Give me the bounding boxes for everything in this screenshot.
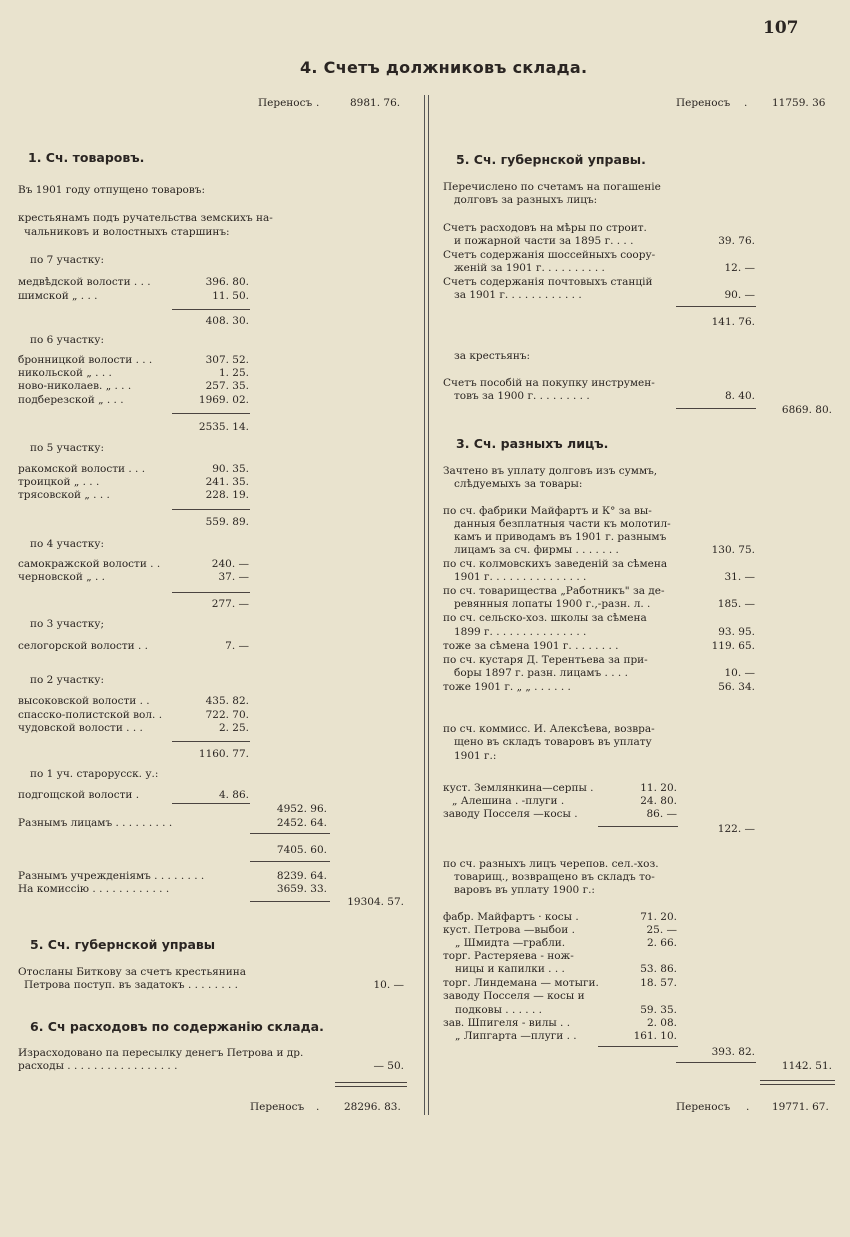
carry-right-bottom-label: Переносъ [676, 1101, 731, 1113]
row-label: куст. Землянкина—серпы . [443, 782, 594, 794]
subtotal-rule [676, 408, 756, 409]
row-value: 18. 57. [640, 977, 677, 989]
row-label: Счетъ расходовъ на мѣры по строит. [443, 222, 647, 234]
sum-rule [760, 1084, 835, 1085]
row-label: данныя безплатныя части къ молотил- [454, 518, 671, 530]
row-value: 2. 08. [646, 1017, 677, 1029]
sum-rule [250, 861, 330, 862]
row-value: 161. 10. [633, 1030, 677, 1042]
group-heading: по 2 участку: [30, 674, 105, 686]
grand-total-value: 19304. 57. [347, 896, 404, 908]
row-value: 10. — [373, 979, 404, 991]
row-label: никольской „ . . . [18, 367, 112, 379]
row-label: товарищ., возвращено въ складъ то- [454, 871, 655, 883]
page-title: 4. Счетъ должниковъ склада. [300, 58, 588, 77]
row-value: 435. 82. [205, 695, 249, 707]
subtotal-rule [172, 509, 250, 510]
row-label: варовъ въ уплату 1900 г.: [454, 884, 595, 896]
row-label: заводу Посселя —косы . [443, 808, 578, 820]
row-value: 59. 35. [640, 1004, 677, 1016]
row-value: 3659. 33. [276, 883, 327, 895]
intro-text: крестьянамъ подъ ручательства земскихъ на- [18, 212, 273, 224]
sum-rule [250, 833, 330, 834]
carry-left-top-label: Переносъ [258, 97, 313, 109]
subtotal-rule [172, 592, 250, 593]
group-heading: по 4 участку: [30, 538, 105, 550]
row-value: 90. 35. [212, 463, 249, 475]
group-heading: за крестьянъ: [454, 350, 531, 362]
row-label: 1899 г. . . . . . . . . . . . . . . [454, 626, 587, 638]
row-value: 396. 80. [205, 276, 249, 288]
row-label: заводу Посселя — косы и [443, 990, 585, 1002]
row-value: 71. 20. [640, 911, 677, 923]
row-label: Счетъ пособiй на покупку инструмен- [443, 377, 655, 389]
carry-left-top-dot: . [316, 97, 320, 109]
group-heading: по 6 участку: [30, 334, 105, 346]
row-value: 31. — [724, 571, 755, 583]
carry-right-top-label: Переносъ [676, 97, 731, 109]
row-label: ракомской волости . . . [18, 463, 146, 475]
row-label: Счетъ содержанiя почтовыхъ станцiй [443, 276, 653, 288]
row-value: 37. — [218, 571, 249, 583]
row-label: по сч. кустаря Д. Терентьева за при- [443, 654, 648, 666]
section-heading-goods: 1. Сч. товаровъ. [28, 150, 145, 165]
row-value: 25. — [646, 924, 677, 936]
row-label: щено въ складъ товаровъ въ уплату [454, 736, 652, 748]
carry-right-bottom-value: 19771. 67. [772, 1101, 829, 1113]
row-value: 10. — [724, 667, 755, 679]
sum-rule [335, 1082, 407, 1083]
intro-text: долговъ за разныхъ лицъ: [454, 194, 598, 206]
row-label: женiй за 1901 г. . . . . . . . . . [454, 262, 605, 274]
row-label: ново-николаев. „ . . . [18, 380, 132, 392]
section-heading-uprava: 5. Сч. губернской управы [30, 937, 216, 952]
row-label: торг. Линдемана — мотыги. [443, 977, 599, 989]
row-value: 24. 80. [640, 795, 677, 807]
subtotal-rule [676, 1062, 756, 1063]
row-value: 130. 75. [711, 544, 755, 556]
subtotal-value: 2535. 14. [198, 421, 249, 433]
row-label: черновской „ . . [18, 571, 105, 583]
row-label: „ Липгарта —плуги . . [455, 1030, 577, 1042]
row-value: 53. 86. [640, 963, 677, 975]
row-label: Петрова поступ. въ задатокъ . . . . . . . . [24, 979, 239, 991]
row-label: Разнымъ лицамъ . . . . . . . . . [18, 817, 173, 829]
row-label: Отосланы Биткову за счетъ крестьянина [18, 966, 247, 978]
intro-text: чальниковъ и волостныхъ старшинъ: [24, 226, 230, 238]
row-value: 2. 25. [218, 722, 249, 734]
subtotal-rule [172, 309, 250, 310]
row-label: по сч. разныхъ лицъ черепов. сел.-хоз. [443, 858, 659, 870]
carry-right-top-value: 11759. 36 [772, 97, 826, 109]
intro-text: Перечислено по счетамъ на погашенiе [443, 181, 661, 193]
row-value: 90. — [724, 289, 755, 301]
row-label: Израсходовано па пересылку денегъ Петрова и др. [18, 1047, 304, 1059]
intro-text: Зачтено въ уплату долговъ изъ суммъ, [443, 465, 658, 477]
subtotal-value: 277. — [211, 598, 249, 610]
sum-value: 4952. 96. [276, 803, 327, 815]
subtotal-rule [172, 741, 250, 742]
row-label: подгощской волости . [18, 789, 140, 801]
section-heading-uprava-right: 5. Сч. губернской управы. [456, 152, 646, 167]
row-label: тоже за сѣмена 1901 г. . . . . . . . [443, 640, 619, 652]
row-label: самокражской волости . . [18, 558, 161, 570]
row-value: 4. 86. [218, 789, 249, 801]
row-label: медвѣдской волости . . . [18, 276, 151, 288]
row-value: 11. 50. [212, 290, 249, 302]
subtotal-value: 408. 30. [205, 315, 249, 327]
row-label: Счетъ содержанiя шоссейныхъ соору- [443, 249, 656, 261]
row-label: камъ и приводамъ въ 1901 г. разнымъ [454, 531, 667, 543]
sum-rule [250, 901, 330, 902]
row-label: троицкой „ . . . [18, 476, 100, 488]
intro-text: слѣдуемыхъ за товары: [454, 478, 583, 490]
row-label: по сч. фабрики Майфартъ и К° за вы- [443, 505, 652, 517]
row-label: шимской „ . . . [18, 290, 98, 302]
carry-left-bottom-value: 28296. 83. [344, 1101, 401, 1113]
row-label: расходы . . . . . . . . . . . . . . . . . [18, 1060, 178, 1072]
row-label: тоже 1901 г. „ „ . . . . . . [443, 681, 571, 693]
row-label: Разнымъ учрежденiямъ . . . . . . . . [18, 870, 205, 882]
row-value: 119. 65. [711, 640, 755, 652]
row-label: На комиссiю . . . . . . . . . . . . [18, 883, 170, 895]
carry-left-top-value: 8981. 76. [350, 97, 401, 109]
sum-rule [760, 1080, 835, 1081]
row-label: чудовской волости . . . [18, 722, 143, 734]
carry-left-bottom-label: Переносъ [250, 1101, 305, 1113]
sum-rule [335, 1086, 407, 1087]
row-value: 722. 70. [205, 709, 249, 721]
row-label: боры 1897 г. разн. лицамъ . . . . [454, 667, 628, 679]
row-label: высоковской волости . . [18, 695, 150, 707]
row-value: 2452. 64. [276, 817, 327, 829]
row-label: торг. Растеряева - нож- [443, 950, 574, 962]
row-value: — 50. [373, 1060, 404, 1072]
row-value: 257. 35. [205, 380, 249, 392]
carry-left-bottom-dot: . [316, 1101, 320, 1113]
carry-right-top-dot: . [744, 97, 748, 109]
group-heading: по 1 уч. старорусск. у.: [30, 768, 159, 780]
row-value: 11. 20. [640, 782, 677, 794]
subtotal-value: 393. 82. [711, 1046, 755, 1058]
row-value: 56. 34. [718, 681, 755, 693]
row-label: и пожарной части за 1895 г. . . . [454, 235, 634, 247]
row-value: 93. 95. [718, 626, 755, 638]
intro-text: Въ 1901 году отпущено товаровъ: [18, 184, 206, 196]
page-number: 107 [763, 18, 799, 38]
subtotal-value: 141. 76. [711, 316, 755, 328]
row-label: по сч. товарищества „Работникъ" за де- [443, 585, 665, 597]
row-value: 8239. 64. [276, 870, 327, 882]
section-total-value: 6869. 80. [781, 404, 832, 416]
row-label: по сч. коммисс. И. Алексѣева, возвра- [443, 723, 655, 735]
carry-right-bottom-dot: . [746, 1101, 750, 1113]
group-heading: по 5 участку: [30, 442, 105, 454]
row-label: селогорской волости . . [18, 640, 148, 652]
row-label: спасско-полистской вол. . [18, 709, 163, 721]
section-heading-persons: 3. Сч. разныхъ лицъ. [456, 436, 609, 451]
subtotal-rule [676, 306, 756, 307]
row-label: подковы . . . . . . [455, 1004, 542, 1016]
row-value: 12. — [724, 262, 755, 274]
subtotal-value: 1160. 77. [198, 748, 249, 760]
row-label: ницы и капилки . . . [455, 963, 565, 975]
subtotal-value: 122. — [717, 823, 755, 835]
row-value: 86. — [646, 808, 677, 820]
group-heading: по 7 участку: [30, 254, 105, 266]
row-label: „ Алешина . -плуги . [452, 795, 565, 807]
row-label: товъ за 1900 г. . . . . . . . . [454, 390, 590, 402]
subtotal-rule [598, 826, 678, 827]
row-label: по сч. колмовскихъ заведенiй за сѣмена [443, 558, 668, 570]
row-value: 39. 76. [718, 235, 755, 247]
row-value: 7. — [225, 640, 249, 652]
column-divider-2 [428, 95, 429, 1115]
section-total-value: 1142. 51. [781, 1060, 832, 1072]
row-label: по сч. сельско-хоз. школы за сѣмена [443, 612, 647, 624]
row-label: зав. Шпигеля - вилы . . [443, 1017, 571, 1029]
row-value: 240. — [211, 558, 249, 570]
row-value: 228. 19. [205, 489, 249, 501]
row-label: ревянныя лопаты 1900 г.,-разн. л. . [454, 598, 651, 610]
row-label: фабр. Майфартъ · косы . [443, 911, 579, 923]
row-value: 307. 52. [205, 354, 249, 366]
row-label: лицамъ за сч. фирмы . . . . . . . [454, 544, 619, 556]
row-label: трясовской „ . . . [18, 489, 110, 501]
sum-value: 7405. 60. [276, 844, 327, 856]
row-label: бронницкой волости . . . [18, 354, 153, 366]
row-value: 2. 66. [646, 937, 677, 949]
row-label: за 1901 г. . . . . . . . . . . . [454, 289, 582, 301]
subtotal-rule [598, 1046, 678, 1047]
subtotal-rule [172, 413, 250, 414]
row-label: „ Шмидта —грабли. [455, 937, 566, 949]
subtotal-value: 559. 89. [205, 516, 249, 528]
row-label: куст. Петрова —выбои . [443, 924, 575, 936]
row-value: 1969. 02. [198, 394, 249, 406]
group-heading: по 3 участку; [30, 618, 105, 630]
row-value: 1. 25. [218, 367, 249, 379]
row-label: 1901 г. . . . . . . . . . . . . . . [454, 571, 587, 583]
row-value: 185. — [717, 598, 755, 610]
column-divider [424, 95, 425, 1115]
row-value: 8. 40. [724, 390, 755, 402]
subtotal-rule [172, 803, 250, 804]
row-label: 1901 г.: [454, 750, 497, 762]
section-heading-expenses: 6. Сч расходовъ по содержанiю склада. [30, 1019, 324, 1034]
row-label: подберезской „ . . . [18, 394, 124, 406]
row-value: 241. 35. [205, 476, 249, 488]
